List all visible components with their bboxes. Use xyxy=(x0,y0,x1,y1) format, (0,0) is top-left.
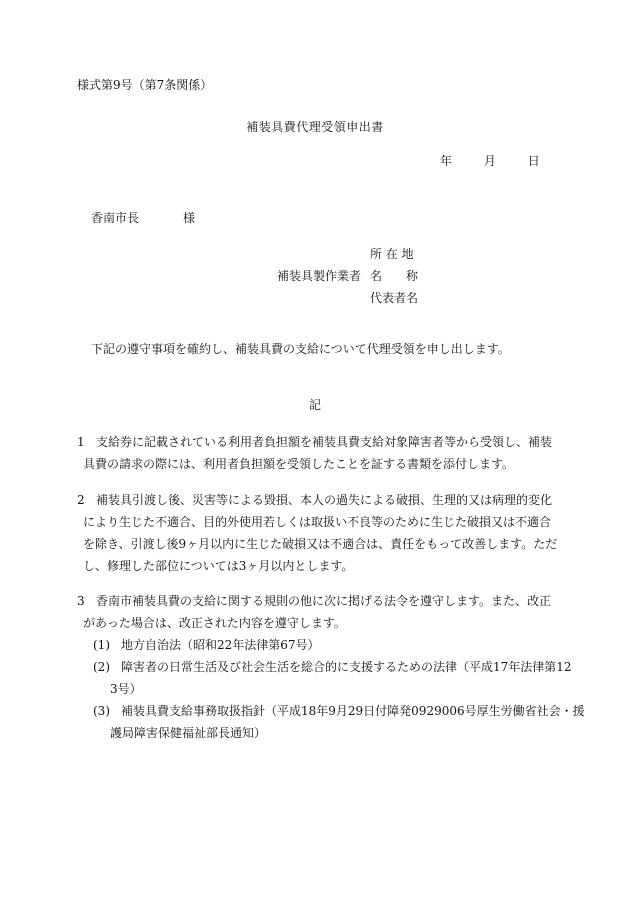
date-month-label: 月 xyxy=(483,154,496,168)
item-line: し、修理した部位については3ヶ月以内とします。 xyxy=(83,559,354,573)
subitem-line: 障害者の日常生活及び社会生活を総合的に支援するための法律（平成17年法律第12 xyxy=(121,660,572,674)
item-line: により生じた不適合、目的外使用若しくは取扱い不良等のために生じた破損又は不適合 xyxy=(83,515,552,529)
item-line: 支給券に記載されている利用者負担額を補装具費支給対象障害者等から受領し、補装 xyxy=(96,435,553,449)
item-line: 香南市補装具費の支給に関する規則の他に次に掲げる法令を遵守します。また、改正 xyxy=(96,594,552,608)
subitem-number: (3) xyxy=(93,704,110,718)
item-line: を除き、引渡し後9ヶ月以内に生じた破損又は不適合は、責任をもって改善します。ただ xyxy=(83,537,558,551)
document-title: 補装具費代理受領申出書 xyxy=(246,120,384,134)
item-number: 2 xyxy=(77,493,85,507)
item-number: 3 xyxy=(77,594,85,608)
applicant-role: 補装具製作業者 xyxy=(277,269,362,283)
item-line: 具費の請求の際には、利用者負担額を受領したことを証する書類を添付します。 xyxy=(83,457,515,471)
subitem-line: 地方自治法（昭和22年法律第67号） xyxy=(121,638,320,652)
form-number: 様式第9号（第7条関係） xyxy=(77,78,213,92)
item-line: があった場合は、改正された内容を遵守します。 xyxy=(83,616,346,630)
item-line: 補装具引渡し後、災害等による毀損、本人の過失による破損、生理的又は病理的変化 xyxy=(96,493,553,507)
intro-text: 下記の遵守事項を確約し、補装具費の支給について代理受領を申し出します。 xyxy=(91,342,510,356)
ki-heading: 記 xyxy=(308,398,321,412)
subitem-line: 護局障害保健福祉部長通知） xyxy=(110,726,267,740)
address-label: 所 在 地 xyxy=(370,247,414,261)
representative-label: 代表者名 xyxy=(370,291,419,305)
company-name-label: 名 称 xyxy=(370,269,419,283)
item-number: 1 xyxy=(77,435,85,449)
addressee-honorific: 様 xyxy=(183,211,196,225)
subitem-number: (2) xyxy=(93,660,110,674)
addressee xyxy=(91,212,195,224)
date-year-label: 年 xyxy=(440,154,453,168)
subitem-line: 3号） xyxy=(110,682,142,696)
date-day-label: 日 xyxy=(527,154,540,168)
date-row xyxy=(440,155,540,167)
addressee-name: 香南市長 xyxy=(91,211,140,225)
subitem-number: (1) xyxy=(93,638,110,652)
subitem-line: 補装具費支給事務取扱指針（平成18年9月29日付障発0929006号厚生労働省社会・援 xyxy=(121,704,585,718)
